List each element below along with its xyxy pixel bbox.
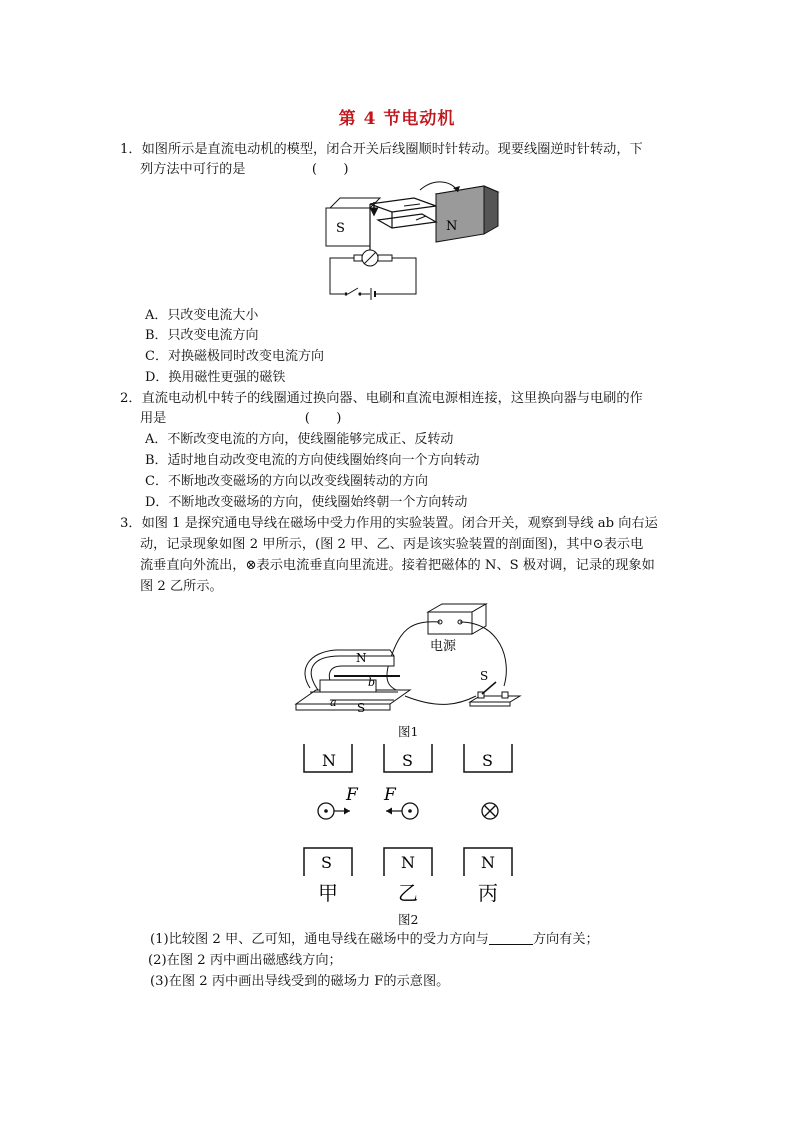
fig2-bing-top-pole: S <box>482 751 493 770</box>
q3-sub1-text-a: (1)比较图 2 甲、乙可知，通电导线在磁场中的受力方向与 <box>150 932 489 947</box>
q3-sub2: (2)在图 2 丙中画出磁感线方向； <box>148 953 342 968</box>
fig1-b-label: b <box>368 676 376 689</box>
fig2-name-yi: 乙 <box>398 881 418 905</box>
fig2-yi-top-pole: S <box>402 751 413 770</box>
q2-stem-line1: 2．直流电动机中转子的线圈通过换向器、电刷和直流电源相连接，这里换向器与电刷的作 <box>120 391 643 406</box>
q1-stem-text: 列方法中可行的是 <box>140 162 246 177</box>
switch-label: S <box>480 669 489 683</box>
q1-option-d[interactable]: D．换用磁性更强的磁铁 <box>145 370 286 385</box>
q1-stem-line2 <box>140 160 349 180</box>
q3-sub3: (3)在图 2 丙中画出导线受到的磁场力 F的示意图。 <box>150 974 450 989</box>
fig2-name-jia: 甲 <box>318 881 338 905</box>
q2-option-c[interactable]: C．不断地改变磁场的方向以改变线圈转动的方向 <box>145 474 428 489</box>
fig2-jia-force-label: F <box>346 785 358 805</box>
q3-stem-line3: 流垂直向外流出，⊗表示电流垂直向里流进。接着把磁体的 N、S 极对调，记录的现象如 <box>140 558 655 573</box>
q1-option-a[interactable]: A．只改变电流大小 <box>145 308 259 323</box>
q3-sub1 <box>150 930 599 950</box>
q2-option-d[interactable]: D．不断地改变磁场的方向，使线圈始终朝一个方向转动 <box>145 495 468 510</box>
fig1-s-label: S <box>357 701 366 715</box>
q2-option-a[interactable]: A．不断改变电流的方向，使线圈能够完成正、反转动 <box>145 432 454 447</box>
q3-stem-line4: 图 2 乙所示。 <box>140 579 223 594</box>
n-pole-label: N <box>446 219 458 234</box>
q2-stem-line2 <box>140 409 341 429</box>
fig2-yi-bottom-pole: N <box>401 853 415 872</box>
fig2-name-bing: 丙 <box>478 881 498 905</box>
q3-stem-line1: 3．如图 1 是探究通电导线在磁场中受力作用的实验装置。闭合开关，观察到导线 ab 向右运 <box>120 516 658 531</box>
power-label: 电源 <box>430 639 457 654</box>
page-title: 第 4 节电动机 <box>338 109 456 129</box>
fig1-a-label: a <box>330 696 337 709</box>
fig2-bing-bottom-pole: N <box>481 853 495 872</box>
cross-section-figure-2 <box>300 744 530 910</box>
fig2-caption: 图2 <box>398 912 419 927</box>
fig1-caption: 图1 <box>398 724 419 739</box>
q1-answer-bracket: ( ) <box>311 162 349 177</box>
motor-model-figure <box>318 178 500 300</box>
q2-stem-text: 用是 <box>140 411 167 426</box>
q3-sub1-text-b: 方向有关； <box>532 932 599 947</box>
q1-option-c[interactable]: C．对换磁极同时改变电流方向 <box>145 349 324 364</box>
q2-answer-bracket: ( ) <box>304 411 342 426</box>
q2-option-b[interactable]: B．适时地自动改变电流的方向使线圈始终向一个方向转动 <box>145 453 480 468</box>
s-pole-label: S <box>336 221 345 236</box>
experiment-figure-1 <box>290 600 530 720</box>
q1-option-b[interactable]: B．只改变电流方向 <box>145 328 259 343</box>
fig2-jia-top-pole: N <box>322 751 336 770</box>
fig1-n-label: N <box>356 651 367 665</box>
q3-sub1-blank[interactable] <box>489 930 533 945</box>
fig2-yi-force-label: F <box>384 785 396 805</box>
q1-stem-line1: 1．如图所示是直流电动机的模型，闭合开关后线圈顺时针转动。现要线圈逆时针转动，下 <box>120 142 643 157</box>
fig2-jia-bottom-pole: S <box>321 853 332 872</box>
q3-stem-line2: 动，记录现象如图 2 甲所示，(图 2 甲、乙、丙是该实验装置的剖面图)，其中⊙表示电 <box>140 537 644 552</box>
